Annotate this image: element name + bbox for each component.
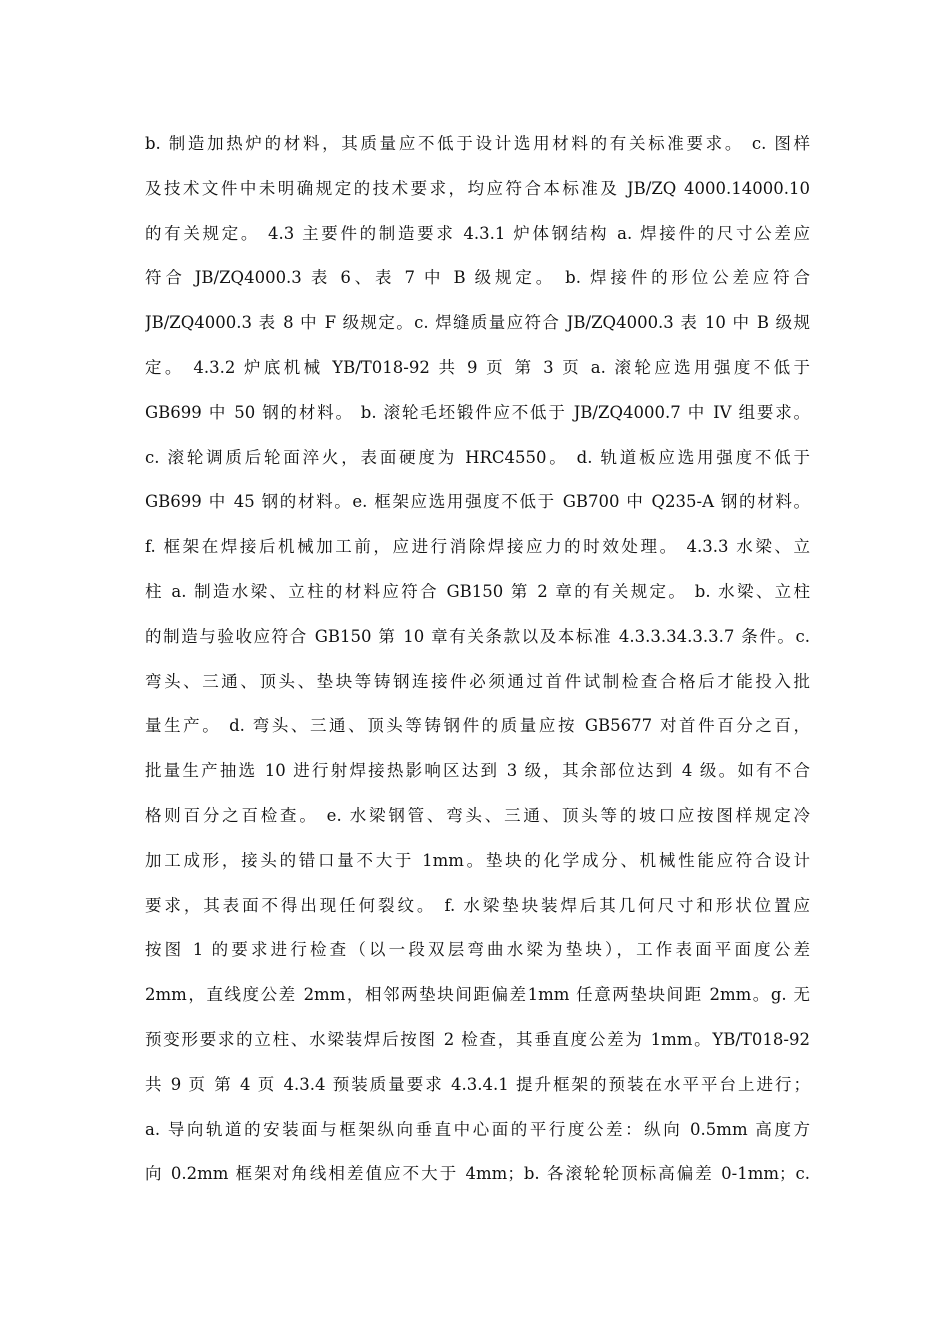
text-line: 定。 4.3.2 炉底机械 YB/T018-92 共 9 页 第 3 页 a. 滚轮应选用强度不低于 xyxy=(145,357,810,377)
text-line: 量生产。 d. 弯头、三通、顶头等铸钢件的质量应按 GB5677 对首件百分之百， xyxy=(145,716,810,736)
text-line: 柱 a. 制造水梁、立柱的材料应符合 GB150 第 2 章的有关规定。 b. 水梁、立柱 xyxy=(145,581,810,601)
text-line: 弯头、三通、顶头、垫块等铸钢连接件必须通过首件试制检查合格后才能投入批 xyxy=(145,671,810,691)
text-line: 的有关规定。 4.3 主要件的制造要求 4.3.1 炉体钢结构 a. 焊接件的尺寸公差应 xyxy=(145,223,810,243)
text-line: 及技术文件中未明确规定的技术要求，均应符合本标准及 JB/ZQ 4000.14000.10 xyxy=(145,178,810,198)
text-line: 要求，其表面不得出现任何裂纹。 f. 水梁垫块装焊后其几何尺寸和形状位置应 xyxy=(145,895,810,915)
text-line: GB699 中 45 钢的材料。e. 框架应选用强度不低于 GB700 中 Q235-A 钢的材料。 xyxy=(145,492,810,512)
text-line: 预变形要求的立柱、水梁装焊后按图 2 检查，其垂直度公差为 1mm。YB/T018-92 xyxy=(145,1029,810,1049)
text-line: c. 滚轮调质后轮面淬火，表面硬度为 HRC4550。 d. 轨道板应选用强度不低于 xyxy=(145,447,810,467)
text-line: 2mm，直线度公差 2mm，相邻两垫块间距偏差1mm 任意两垫块间距 2mm。g. 无 xyxy=(145,985,810,1005)
text-line: 格则百分之百检查。 e. 水梁钢管、弯头、三通、顶头等的坡口应按图样规定冷 xyxy=(145,805,810,825)
text-line: 向 0.2mm 框架对角线相差值应不大于 4mm；b. 各滚轮轮顶标高偏差 0-1mm；c. xyxy=(145,1164,810,1184)
text-line: 的制造与验收应符合 GB150 第 10 章有关条款以及本标准 4.3.3.34.3.3.7 条件。c. xyxy=(145,626,810,646)
text-line: a. 导向轨道的安装面与框架纵向垂直中心面的平行度公差：纵向 0.5mm 高度方 xyxy=(145,1119,810,1139)
text-line: JB/ZQ4000.3 表 8 中 F 级规定。c. 焊缝质量应符合 JB/ZQ4000.3 表 10 中 B 级规 xyxy=(145,313,810,333)
text-line: 符合 JB/ZQ4000.3 表 6、表 7 中 B 级规定。 b. 焊接件的形位公差应符合 xyxy=(145,268,810,288)
text-line: b. 制造加热炉的材料，其质量应不低于设计选用材料的有关标准要求。 c. 图样 xyxy=(145,134,810,153)
text-line: 加工成形，接头的错口量不大于 1mm。垫块的化学成分、机械性能应符合设计 xyxy=(145,850,810,870)
text-line: 共 9 页 第 4 页 4.3.4 预装质量要求 4.3.4.1 提升框架的预装在水平平台上进行； xyxy=(145,1074,810,1094)
text-line: f. 框架在焊接后机械加工前，应进行消除焊接应力的时效处理。 4.3.3 水梁、立 xyxy=(145,537,810,557)
text-line: 按图 1 的要求进行检查（以一段双层弯曲水梁为垫块），工作表面平面度公差 xyxy=(145,940,810,960)
text-line: 批量生产抽选 10 进行射焊接热影响区达到 3 级，其余部位达到 4 级。如有不合 xyxy=(145,761,810,781)
text-line: GB699 中 50 钢的材料。 b. 滚轮毛坯锻件应不低于 JB/ZQ4000.7 中 IV 组要求。 xyxy=(145,402,810,422)
body-text xyxy=(145,122,810,1197)
